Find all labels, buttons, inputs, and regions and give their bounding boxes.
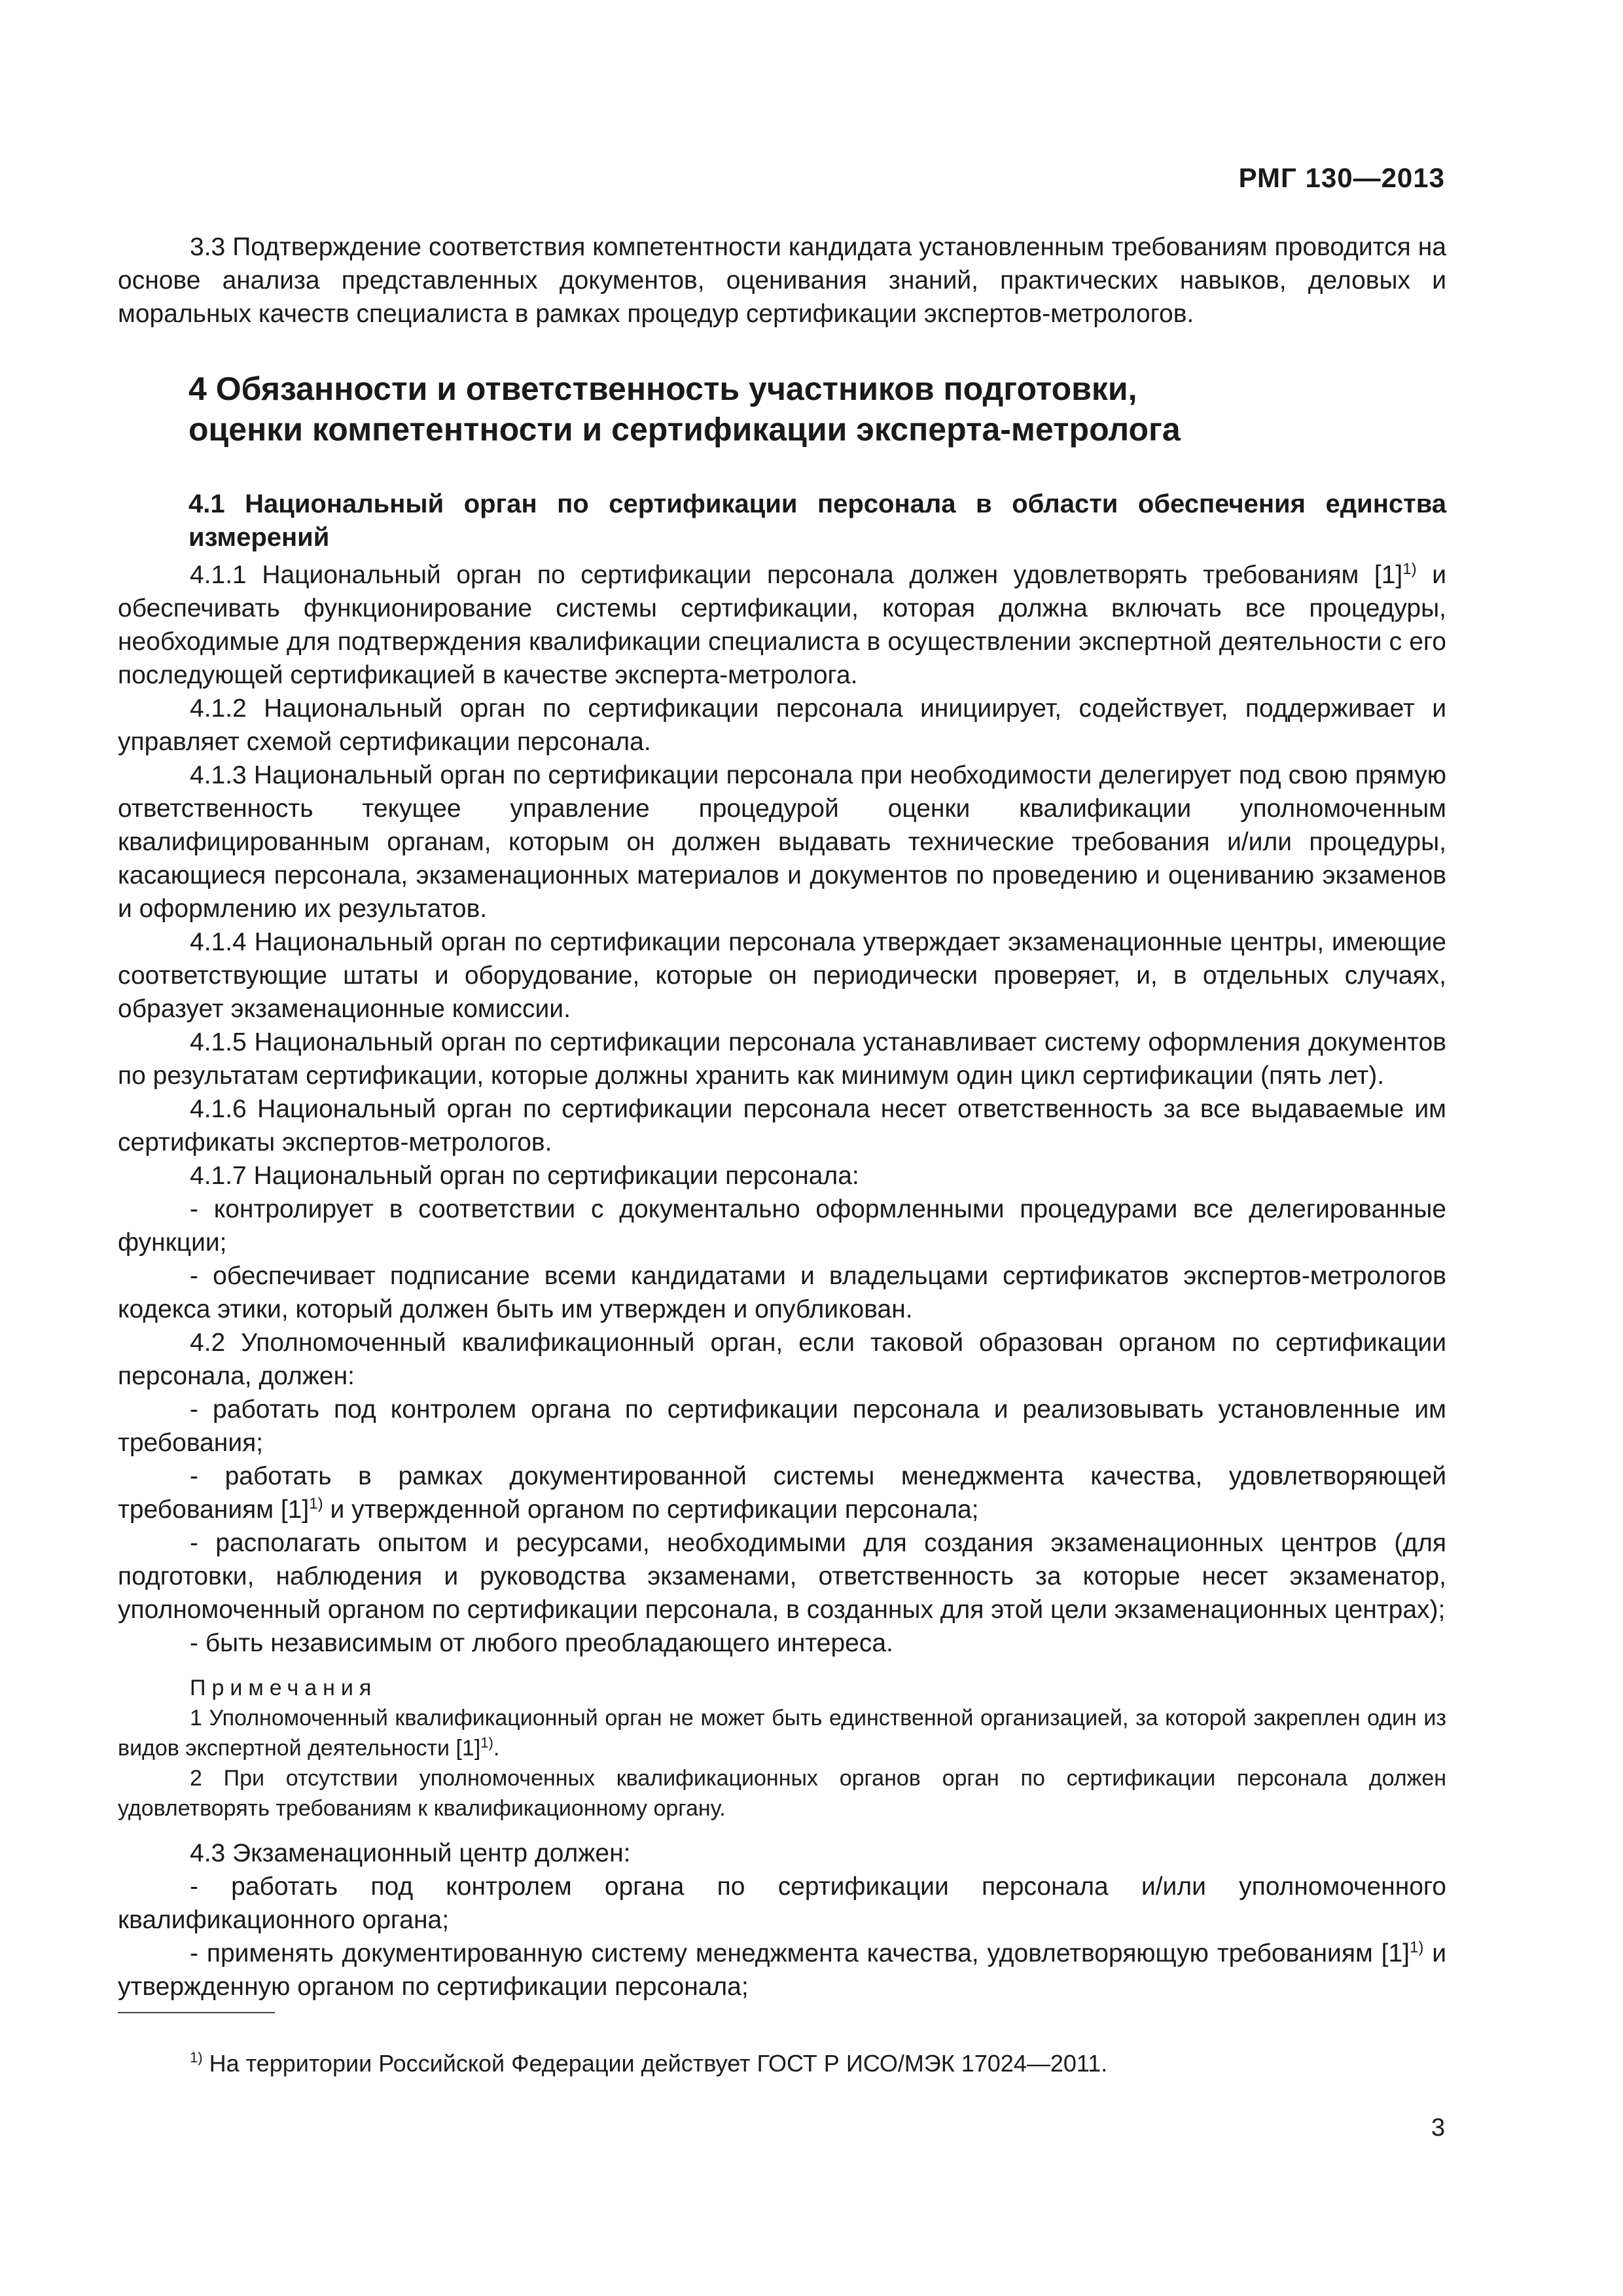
note-1-text-a: 1 Уполномоченный квалификационный орган не может быть единственной организацией, за которой закреплен один из видов экспертной деятельности [1] [118,1706,1446,1761]
note-2: 2 При отсутствии уполномоченных квалификационных органов орган по сертификации персонала должен удовлетворять требованиям к квалификационному органу. [118,1766,1446,1821]
paragraph-4-1-6: 4.1.6 Национальный орган по сертификации персонала несет ответственность за все выдаваемые им сертификаты экспертов-метрологов. [118,1095,1446,1157]
paragraph-4-2: 4.2 Уполномоченный квалификационный орган, если таковой образован органом по сертификации персонала, должен: [118,1329,1446,1390]
page-body [118,230,1446,2003]
list-item [118,1460,1446,1526]
paragraph-4-1-7: 4.1.7 Национальный орган по сертификации персонала: [190,1162,859,1190]
footnote-text: На территории Российской Федерации действует ГОСТ Р ИСО/МЭК 17024—2011. [202,2050,1108,2077]
notes-title: Примечания [190,1676,378,1700]
footnote-reference: 1) [480,1734,493,1751]
footnote-reference: 1) [1410,1939,1424,1956]
list-item: - располагать опытом и ресурсами, необходимыми для создания экзаменационных центров (для подготовки, наблюдения и руководства экзаменами, ответственность за которые несет экзаменатор, уполномоченный органом по сертификации персонала, в созданных для этой цели экзаменационных центрах); [118,1529,1446,1624]
section-4-heading [188,368,1446,450]
paragraph-4-1-5: 4.1.5 Национальный орган по сертификации персонала устанавливает систему оформления документов по результатам сертификации, которые должны хранить как минимум один цикл сертификации (пять лет). [118,1028,1446,1090]
paragraph-3-3: 3.3 Подтверждение соответствия компетентности кандидата установленным требованиям проводится на основе анализа представленных документов, оценивания знаний, практических навыков, деловых и моральных качеств специалиста в рамках процедур сертификации экспертов-метрологов. [118,233,1446,328]
list-item: - работать под контролем органа по сертификации персонала и/или уполномоченного квалификационного органа; [118,1873,1446,1934]
section-4-title-line-1: 4 Обязанности и ответственность участников подготовки, [188,370,1137,407]
section-4-1-heading: 4.1 Национальный орган по сертификации персонала в области обеспечения единства измерений [188,490,1446,552]
list-item: - контролирует в соответствии с документально оформленными процедурами все делегированные функции; [118,1195,1446,1257]
footnote-divider [118,2012,275,2013]
list-item: - работать под контролем органа по сертификации персонала и реализовывать установленные им требования; [118,1395,1446,1457]
page-number: 3 [1431,2114,1445,2142]
paragraph-4-3: 4.3 Экзаменационный центр должен: [190,1839,631,1867]
list-item-text-a: - работать в рамках документированной системы менеджмента качества, удовлетворяющей требованиям [1] [118,1462,1446,1524]
list-item-text-a: - применять документированную систему менеджмента качества, удовлетворяющую требованиям [1] [190,1939,1410,1967]
paragraph-4-1-1 [118,558,1446,692]
paragraph-4-1-2: 4.1.2 Национальный орган по сертификации персонала инициирует, содействует, поддерживает и управляет схемой сертификации персонала. [118,694,1446,756]
footnote-reference: 1) [309,1495,323,1513]
list-item-text-b: и утвержденную органом по сертификации персонала; [118,1939,1447,2001]
list-item: - быть независимым от любого преобладающего интереса. [190,1629,893,1657]
document-code-header: РМГ 130—2013 [1238,162,1445,193]
footnote [190,2049,1107,2079]
section-4-title-line-2: оценки компетентности и сертификации эксперта-метролога [188,411,1181,448]
list-item-text-b: и утвержденной органом по сертификации персонала; [323,1496,979,1524]
paragraph-4-1-1-text-a: 4.1.1 Национальный орган по сертификации персонала должен удовлетворять требованиям [1] [190,561,1403,589]
list-item [118,1937,1446,2003]
paragraph-4-1-1-text-b: и обеспечивать функционирование системы сертификации, которая должна включать все процедуры, необходимые для подтверждения квалификации специалиста в осуществлении экспертной деятельности с его последующей сертификацией в качестве эксперта-метролога. [118,561,1447,689]
list-item: - обеспечивает подписание всеми кандидатами и владельцами сертификатов экспертов-метрологов кодекса этики, который должен быть им утвержден и опубликован. [118,1262,1446,1323]
note-1 [118,1703,1446,1763]
note-1-text-b: . [493,1736,500,1761]
footnote-reference: 1) [1402,560,1417,578]
paragraph-4-1-3: 4.1.3 Национальный орган по сертификации персонала при необходимости делегирует под свою прямую ответственность текущее управление процедурой оценки квалификации уполномоченным квалифицированным органам, которым он должен выдавать технические требования и/или процедуры, касающиеся персонала, экзаменационных материалов и документов по проведению и оцениванию экзаменов и оформлению их результатов. [118,761,1446,923]
footnote-mark: 1) [190,2049,203,2066]
paragraph-4-1-4: 4.1.4 Национальный орган по сертификации персонала утверждает экзаменационные центры, имеющие соответствующие штаты и оборудование, которые он периодически проверяет, и, в отдельных случаях, образует экзаменационные комиссии. [118,928,1446,1023]
